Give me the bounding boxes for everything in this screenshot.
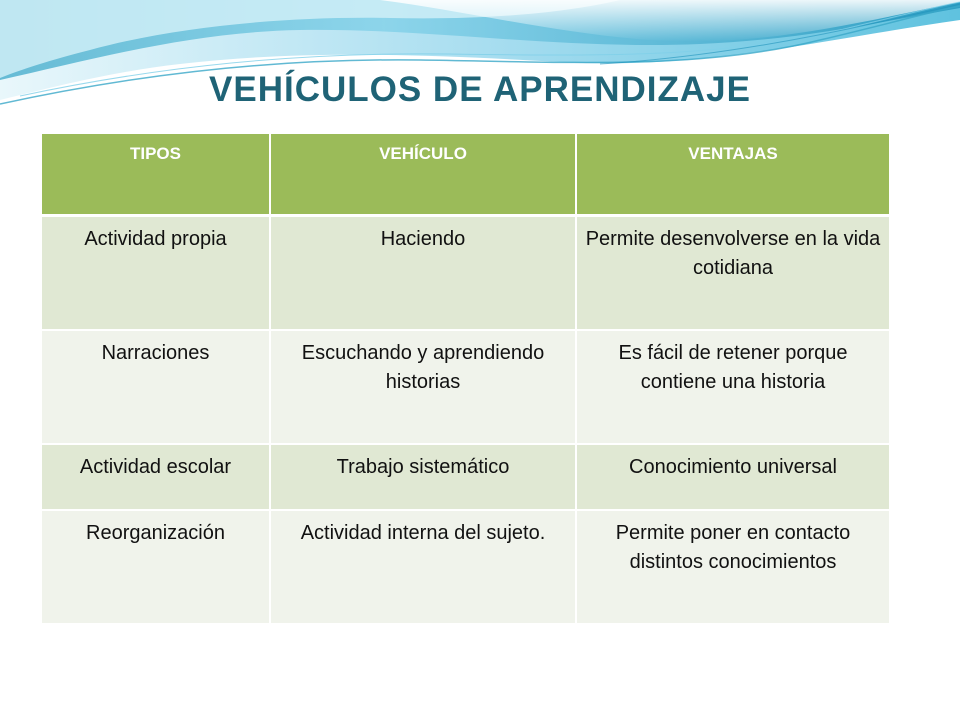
header-tipos: TIPOS [42,134,270,216]
cell-tipo: Actividad propia [42,216,270,331]
cell-ventajas: Conocimiento universal [576,444,889,510]
cell-ventajas: Es fácil de retener porque contiene una historia [576,330,889,444]
cell-tipo: Reorganización [42,510,270,624]
cell-ventajas: Permite desenvolverse en la vida cotidiana [576,216,889,331]
cell-vehiculo: Actividad interna del sujeto. [270,510,576,624]
cell-vehiculo: Haciendo [270,216,576,331]
cell-vehiculo: Escuchando y aprendiendo historias [270,330,576,444]
table-header-row [42,134,889,216]
cell-vehiculo: Trabajo sistemático [270,444,576,510]
table-row [42,216,889,331]
table-row [42,510,889,624]
cell-tipo: Actividad escolar [42,444,270,510]
cell-ventajas: Permite poner en contacto distintos conocimientos [576,510,889,624]
slide-title: VEHÍCULOS DE APRENDIZAJE [209,70,751,109]
header-vehiculo: VEHÍCULO [270,134,576,216]
header-ventajas: VENTAJAS [576,134,889,216]
table-row [42,444,889,510]
table-row [42,330,889,444]
cell-tipo: Narraciones [42,330,270,444]
vehicles-table [42,134,889,625]
